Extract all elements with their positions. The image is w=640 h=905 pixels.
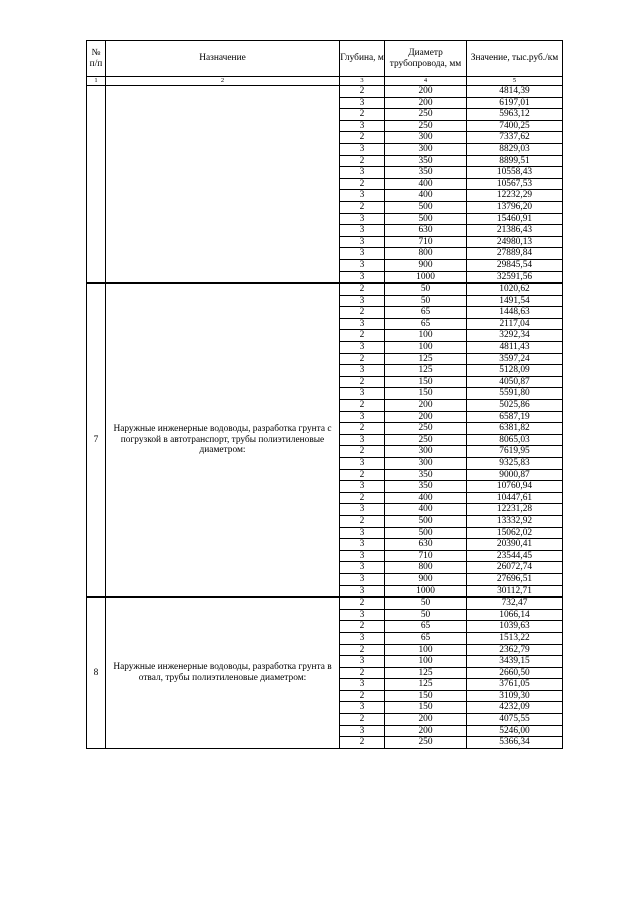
value-cell: 9325,83 xyxy=(467,458,563,470)
value-cell: 1039,63 xyxy=(467,621,563,633)
depth-cell: 3 xyxy=(340,248,385,260)
group-number: 8 xyxy=(87,597,106,748)
value-cell: 4232,09 xyxy=(467,702,563,714)
depth-cell: 2 xyxy=(340,597,385,609)
group-description: Наружные инженерные водоводы, разработка грунта в отвал, трубы полиэтиленовые диаметром: xyxy=(106,597,340,748)
diameter-cell: 500 xyxy=(385,201,467,213)
value-cell: 4075,55 xyxy=(467,714,563,726)
value-cell: 26072,74 xyxy=(467,562,563,574)
depth-cell: 3 xyxy=(340,388,385,400)
value-cell: 1066,14 xyxy=(467,609,563,621)
diameter-cell: 200 xyxy=(385,411,467,423)
value-cell: 3292,34 xyxy=(467,330,563,342)
depth-cell: 3 xyxy=(340,236,385,248)
diameter-cell: 400 xyxy=(385,178,467,190)
value-cell: 2362,79 xyxy=(467,644,563,656)
value-cell: 29845,54 xyxy=(467,259,563,271)
depth-cell: 2 xyxy=(340,423,385,435)
depth-cell: 2 xyxy=(340,469,385,481)
depth-cell: 3 xyxy=(340,550,385,562)
depth-cell: 3 xyxy=(340,679,385,691)
value-cell: 21386,43 xyxy=(467,225,563,237)
depth-cell: 3 xyxy=(340,411,385,423)
depth-cell: 3 xyxy=(340,213,385,225)
value-cell: 5963,12 xyxy=(467,109,563,121)
depth-cell: 3 xyxy=(340,259,385,271)
column-number: 5 xyxy=(467,77,563,86)
value-cell: 1448,63 xyxy=(467,307,563,319)
diameter-cell: 100 xyxy=(385,644,467,656)
value-cell: 13796,20 xyxy=(467,201,563,213)
diameter-cell: 50 xyxy=(385,609,467,621)
depth-cell: 3 xyxy=(340,190,385,202)
depth-cell: 2 xyxy=(340,155,385,167)
diameter-cell: 100 xyxy=(385,342,467,354)
header-value: Значение, тыс.руб./км xyxy=(467,41,563,77)
header-name: Назначение xyxy=(106,41,340,77)
diameter-cell: 350 xyxy=(385,167,467,179)
diameter-cell: 100 xyxy=(385,656,467,668)
column-number: 4 xyxy=(385,77,467,86)
value-cell: 732,47 xyxy=(467,597,563,609)
diameter-cell: 1000 xyxy=(385,271,467,283)
depth-cell: 2 xyxy=(340,667,385,679)
depth-cell: 2 xyxy=(340,353,385,365)
diameter-cell: 200 xyxy=(385,725,467,737)
depth-cell: 2 xyxy=(340,132,385,144)
value-cell: 12231,28 xyxy=(467,504,563,516)
diameter-cell: 800 xyxy=(385,562,467,574)
value-cell: 4050,87 xyxy=(467,376,563,388)
diameter-cell: 200 xyxy=(385,86,467,98)
depth-cell: 3 xyxy=(340,585,385,597)
value-cell: 13332,92 xyxy=(467,515,563,527)
diameter-cell: 500 xyxy=(385,527,467,539)
depth-cell: 3 xyxy=(340,295,385,307)
depth-cell: 2 xyxy=(340,109,385,121)
value-cell: 6381,82 xyxy=(467,423,563,435)
depth-cell: 3 xyxy=(340,725,385,737)
depth-cell: 3 xyxy=(340,632,385,644)
column-number: 3 xyxy=(340,77,385,86)
diameter-cell: 350 xyxy=(385,469,467,481)
depth-cell: 3 xyxy=(340,562,385,574)
diameter-cell: 250 xyxy=(385,423,467,435)
diameter-cell: 125 xyxy=(385,679,467,691)
value-cell: 15062,02 xyxy=(467,527,563,539)
depth-cell: 2 xyxy=(340,446,385,458)
value-cell: 4814,39 xyxy=(467,86,563,98)
diameter-cell: 50 xyxy=(385,597,467,609)
value-cell: 10447,61 xyxy=(467,492,563,504)
value-cell: 12232,29 xyxy=(467,190,563,202)
diameter-cell: 250 xyxy=(385,120,467,132)
diameter-cell: 500 xyxy=(385,515,467,527)
value-cell: 27889,84 xyxy=(467,248,563,260)
value-cell: 24980,13 xyxy=(467,236,563,248)
value-cell: 9000,87 xyxy=(467,469,563,481)
diameter-cell: 150 xyxy=(385,690,467,702)
depth-cell: 2 xyxy=(340,515,385,527)
depth-cell: 3 xyxy=(340,318,385,330)
depth-cell: 3 xyxy=(340,271,385,283)
depth-cell: 3 xyxy=(340,458,385,470)
depth-cell: 3 xyxy=(340,167,385,179)
value-cell: 5246,00 xyxy=(467,725,563,737)
diameter-cell: 400 xyxy=(385,492,467,504)
diameter-cell: 300 xyxy=(385,143,467,155)
value-cell: 8065,03 xyxy=(467,434,563,446)
diameter-cell: 350 xyxy=(385,155,467,167)
diameter-cell: 65 xyxy=(385,307,467,319)
diameter-cell: 300 xyxy=(385,132,467,144)
depth-cell: 2 xyxy=(340,621,385,633)
value-cell: 7400,25 xyxy=(467,120,563,132)
diameter-cell: 900 xyxy=(385,259,467,271)
diameter-cell: 250 xyxy=(385,434,467,446)
diameter-cell: 800 xyxy=(385,248,467,260)
diameter-cell: 150 xyxy=(385,702,467,714)
depth-cell: 2 xyxy=(340,690,385,702)
depth-cell: 3 xyxy=(340,656,385,668)
diameter-cell: 710 xyxy=(385,550,467,562)
diameter-cell: 710 xyxy=(385,236,467,248)
depth-cell: 2 xyxy=(340,400,385,412)
value-cell: 4811,43 xyxy=(467,342,563,354)
diameter-cell: 200 xyxy=(385,400,467,412)
column-number: 2 xyxy=(106,77,340,86)
value-cell: 3761,05 xyxy=(467,679,563,691)
column-number-row xyxy=(87,77,563,86)
value-cell: 32591,56 xyxy=(467,271,563,283)
diameter-cell: 900 xyxy=(385,573,467,585)
header-row xyxy=(87,41,563,77)
value-cell: 2117,04 xyxy=(467,318,563,330)
value-cell: 8899,51 xyxy=(467,155,563,167)
group-description: Наружные инженерные водоводы, разработка грунта с погрузкой в автотранспорт, трубы полиэтиленовые диаметром: xyxy=(106,283,340,597)
table-row xyxy=(87,597,563,609)
diameter-cell: 125 xyxy=(385,667,467,679)
depth-cell: 3 xyxy=(340,434,385,446)
depth-cell: 3 xyxy=(340,539,385,551)
table-body xyxy=(87,86,563,749)
value-cell: 15460,91 xyxy=(467,213,563,225)
depth-cell: 3 xyxy=(340,527,385,539)
diameter-cell: 100 xyxy=(385,330,467,342)
diameter-cell: 65 xyxy=(385,621,467,633)
diameter-cell: 630 xyxy=(385,539,467,551)
depth-cell: 2 xyxy=(340,737,385,749)
depth-cell: 2 xyxy=(340,307,385,319)
column-number: 1 xyxy=(87,77,106,86)
value-cell: 27696,51 xyxy=(467,573,563,585)
value-cell: 5591,80 xyxy=(467,388,563,400)
diameter-cell: 125 xyxy=(385,365,467,377)
header-depth: Глубина, м xyxy=(340,41,385,77)
diameter-cell: 50 xyxy=(385,295,467,307)
depth-cell: 2 xyxy=(340,86,385,98)
group-description xyxy=(106,86,340,284)
diameter-cell: 400 xyxy=(385,190,467,202)
value-cell: 5025,86 xyxy=(467,400,563,412)
depth-cell: 3 xyxy=(340,609,385,621)
value-cell: 23544,45 xyxy=(467,550,563,562)
group-number xyxy=(87,86,106,284)
value-cell: 10558,43 xyxy=(467,167,563,179)
depth-cell: 2 xyxy=(340,714,385,726)
value-cell: 1513,22 xyxy=(467,632,563,644)
depth-cell: 2 xyxy=(340,376,385,388)
depth-cell: 3 xyxy=(340,120,385,132)
header-diameter: Диаметр трубопровода, мм xyxy=(385,41,467,77)
diameter-cell: 50 xyxy=(385,283,467,295)
diameter-cell: 200 xyxy=(385,97,467,109)
value-cell: 6197,01 xyxy=(467,97,563,109)
depth-cell: 2 xyxy=(340,492,385,504)
rates-table xyxy=(86,40,563,749)
value-cell: 1491,54 xyxy=(467,295,563,307)
diameter-cell: 300 xyxy=(385,458,467,470)
diameter-cell: 500 xyxy=(385,213,467,225)
diameter-cell: 300 xyxy=(385,446,467,458)
diameter-cell: 65 xyxy=(385,632,467,644)
diameter-cell: 350 xyxy=(385,481,467,493)
diameter-cell: 630 xyxy=(385,225,467,237)
header-num: № п/п xyxy=(87,41,106,77)
depth-cell: 3 xyxy=(340,143,385,155)
value-cell: 10567,53 xyxy=(467,178,563,190)
table-row xyxy=(87,86,563,98)
value-cell: 3439,15 xyxy=(467,656,563,668)
value-cell: 5128,09 xyxy=(467,365,563,377)
value-cell: 30112,71 xyxy=(467,585,563,597)
depth-cell: 2 xyxy=(340,330,385,342)
depth-cell: 3 xyxy=(340,702,385,714)
depth-cell: 3 xyxy=(340,573,385,585)
depth-cell: 2 xyxy=(340,201,385,213)
depth-cell: 2 xyxy=(340,283,385,295)
diameter-cell: 250 xyxy=(385,109,467,121)
value-cell: 3109,30 xyxy=(467,690,563,702)
depth-cell: 3 xyxy=(340,342,385,354)
value-cell: 2660,50 xyxy=(467,667,563,679)
diameter-cell: 250 xyxy=(385,737,467,749)
diameter-cell: 65 xyxy=(385,318,467,330)
table-row xyxy=(87,283,563,295)
depth-cell: 3 xyxy=(340,504,385,516)
depth-cell: 2 xyxy=(340,644,385,656)
depth-cell: 2 xyxy=(340,178,385,190)
depth-cell: 3 xyxy=(340,97,385,109)
value-cell: 3597,24 xyxy=(467,353,563,365)
value-cell: 7619,95 xyxy=(467,446,563,458)
value-cell: 8829,03 xyxy=(467,143,563,155)
diameter-cell: 400 xyxy=(385,504,467,516)
diameter-cell: 150 xyxy=(385,388,467,400)
value-cell: 1020,62 xyxy=(467,283,563,295)
value-cell: 6587,19 xyxy=(467,411,563,423)
diameter-cell: 150 xyxy=(385,376,467,388)
value-cell: 5366,34 xyxy=(467,737,563,749)
diameter-cell: 1000 xyxy=(385,585,467,597)
diameter-cell: 200 xyxy=(385,714,467,726)
depth-cell: 3 xyxy=(340,225,385,237)
diameter-cell: 125 xyxy=(385,353,467,365)
group-number: 7 xyxy=(87,283,106,597)
value-cell: 20390,41 xyxy=(467,539,563,551)
value-cell: 7337,62 xyxy=(467,132,563,144)
value-cell: 10760,94 xyxy=(467,481,563,493)
depth-cell: 3 xyxy=(340,481,385,493)
depth-cell: 3 xyxy=(340,365,385,377)
